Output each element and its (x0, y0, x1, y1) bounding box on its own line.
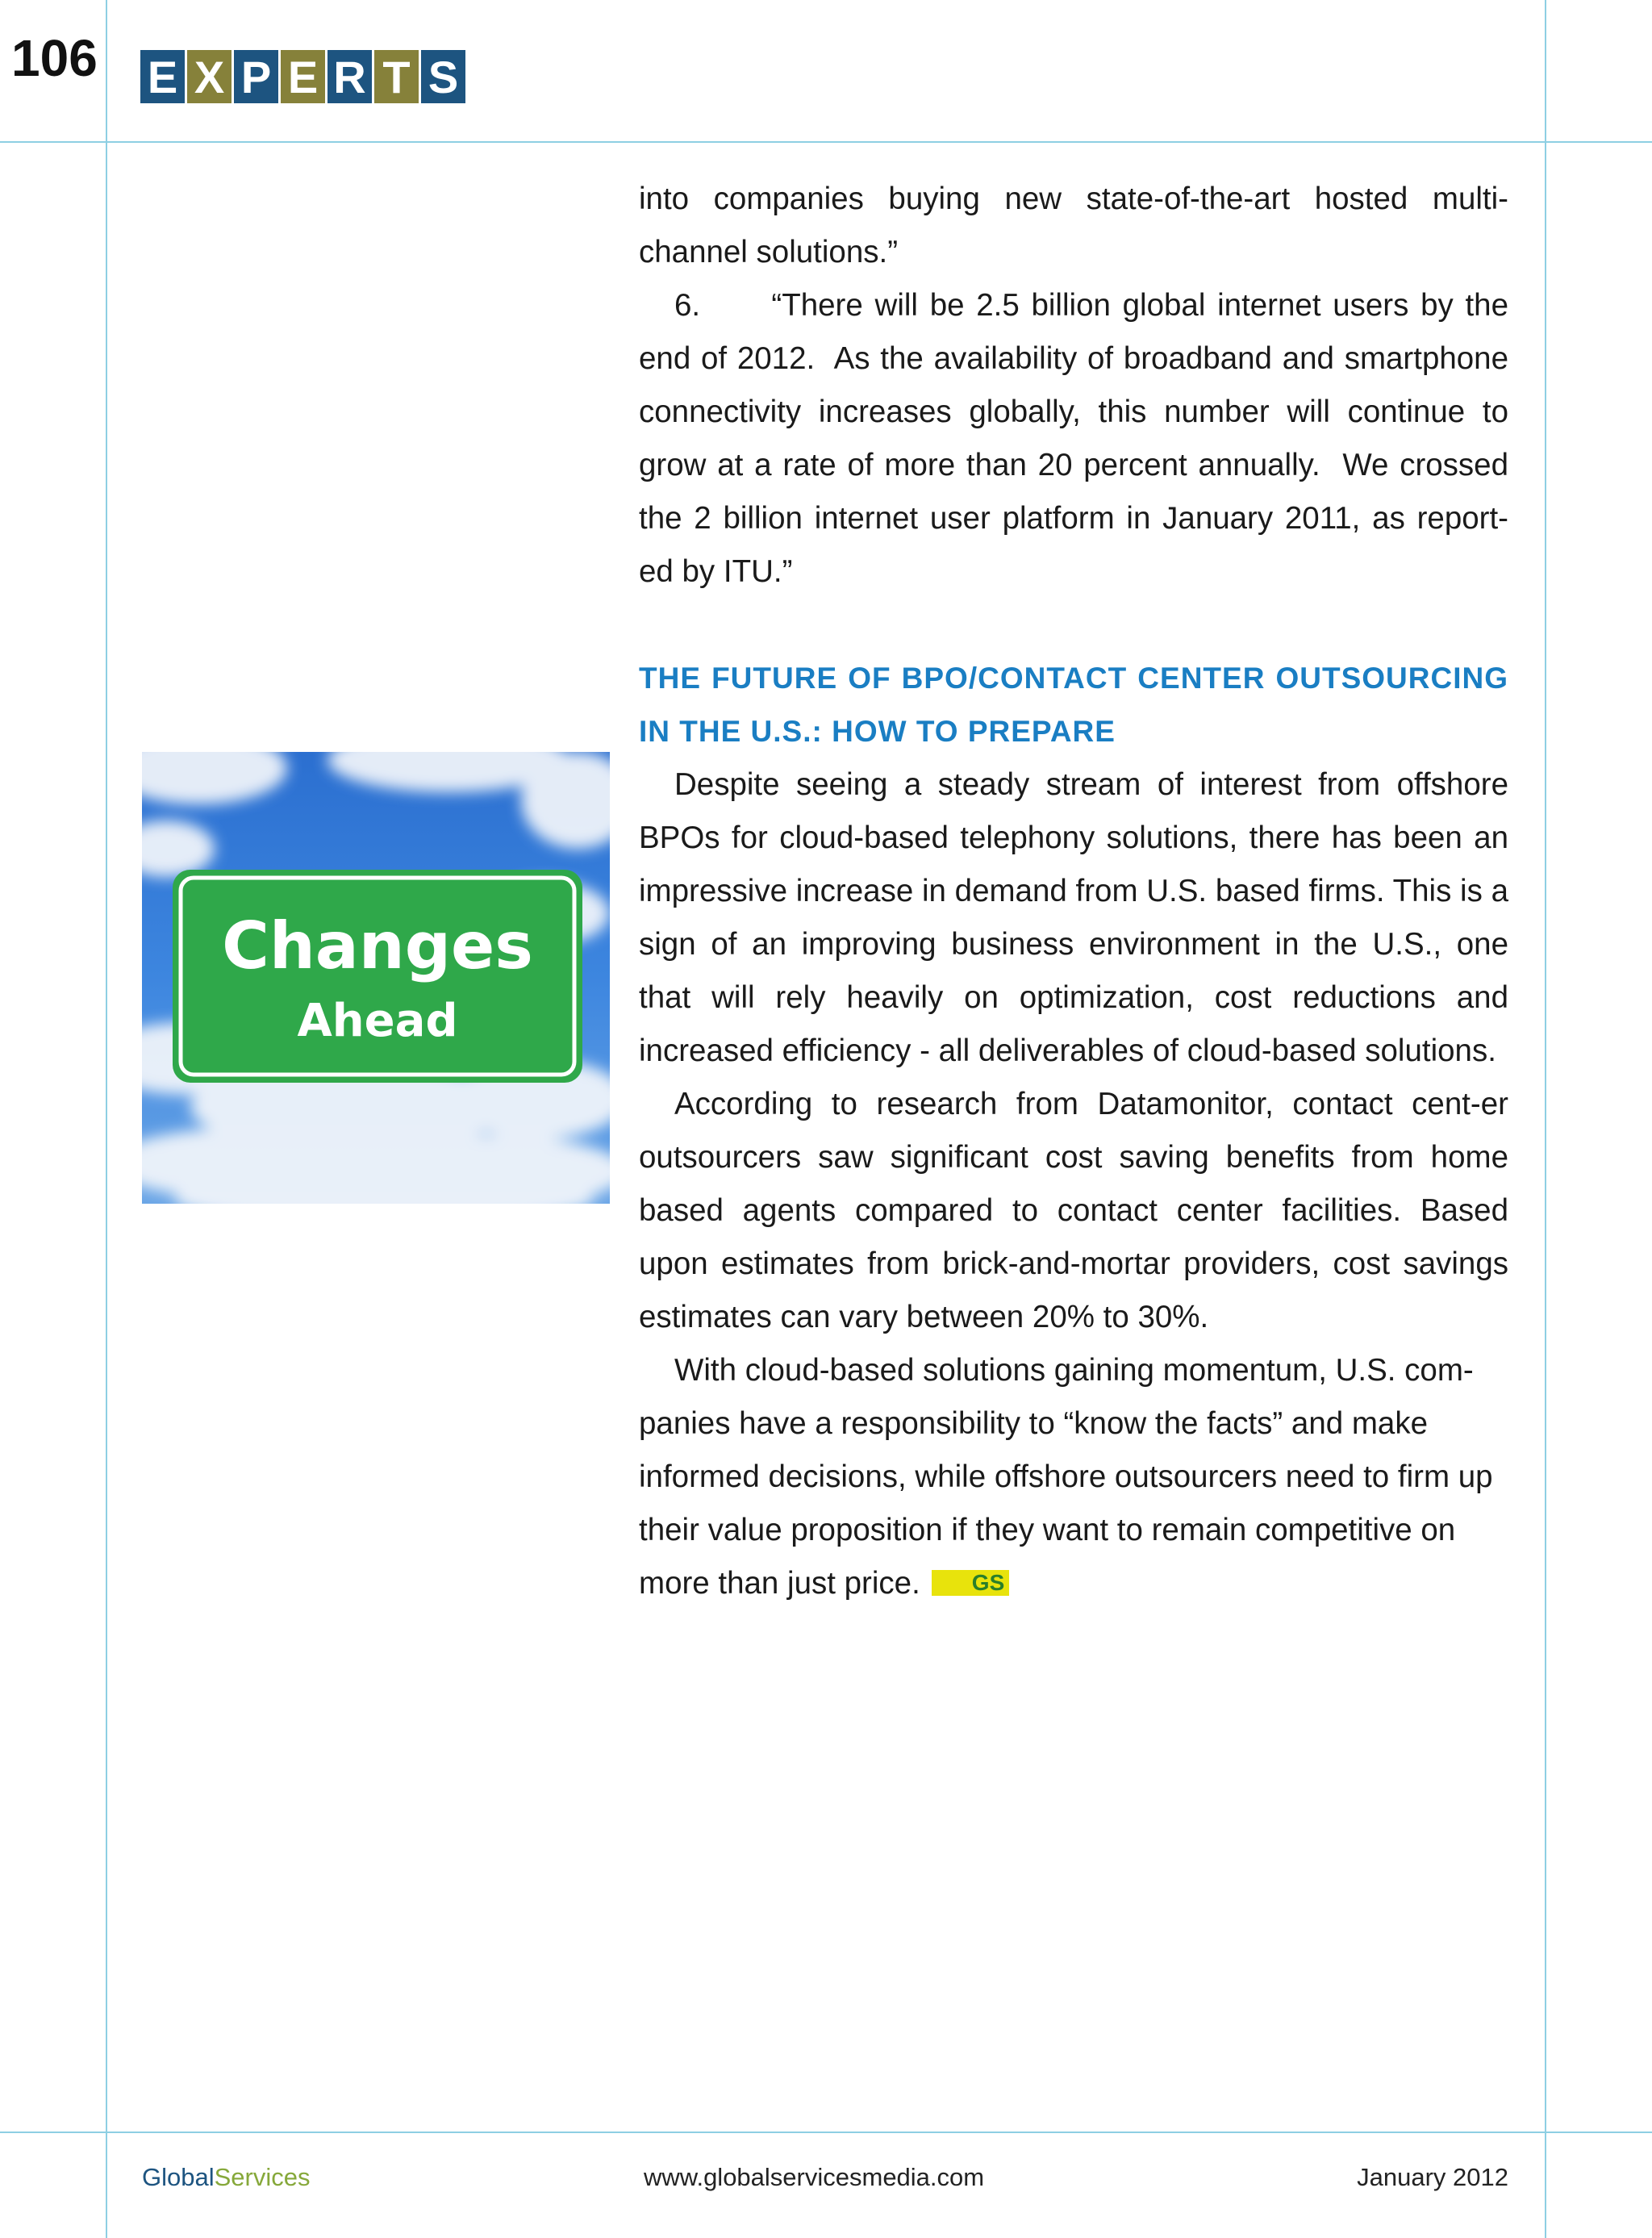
brand-main: Global (142, 2163, 215, 2191)
banner-letter: E (140, 50, 185, 103)
footer-brand (142, 2157, 310, 2198)
changes-ahead-sign-image (142, 752, 610, 1204)
section-banner-experts (140, 50, 468, 103)
banner-letter: S (421, 50, 465, 103)
paragraph: 6. “There will be 2.5 billion global internet users by the end of 2012. As the availability of broadband and smartphone connectivity increases globally, this number will continue to grow at a rate of more than 20 percent annually. We crossed the 2 billion internet user platform in January 2011, as report-ed by ITU.” (639, 288, 1517, 589)
right-margin-rule (1545, 0, 1546, 2238)
article-body (639, 173, 1517, 1610)
sign-line-1: Changes (222, 908, 533, 983)
footer-url[interactable]: www.globalservicesmedia.com (644, 2163, 985, 2191)
paragraph: Despite seeing a steady stream of interest from offshore BPOs for cloud-based telephony solutions, there has been an impressive increase in demand from U.S. based firms. This is a sign of an improving business environment in the U.S., one that will rely heavily on optimization, cost reductions and increased efficiency - all deliverables of cloud-based solutions. (639, 767, 1508, 1068)
footer-date: January 2012 (1357, 2163, 1508, 2191)
header-rule (0, 141, 1652, 143)
paragraph: According to research from Datamonitor, contact cent-er outsourcers saw significant cost saving benefits from home based agents compared to contact center facilities. Based upon estimates from brick-and-mortar providers, cost savings estimates can vary between 20% to 30%. (639, 1087, 1508, 1334)
left-margin-rule (106, 0, 107, 2238)
banner-letter: R (327, 50, 372, 103)
page-footer (0, 2157, 1652, 2198)
section-heading: THE FUTURE OF BPO/CONTACT CENTER OUTSOURCING IN THE U.S.: HOW TO PREPARE (639, 662, 1508, 748)
paragraph: into companies buying new state-of-the-art hosted multi-channel solutions.” (639, 182, 1508, 269)
banner-letter: P (234, 50, 278, 103)
banner-letter: E (281, 50, 325, 103)
green-sign (173, 870, 582, 1083)
paragraph-last (639, 1344, 1508, 1610)
banner-letter: T (374, 50, 419, 103)
gs-end-badge: GS (932, 1570, 1009, 1596)
page-number: 106 (11, 29, 98, 87)
paragraph-text: With cloud-based solutions gaining momentum, U.S. com-panies have a responsibility to “know the facts” and make informed decisions, while offshore outsourcers need to firm up their value proposition if they want to remain competitive on more than just price. (639, 1353, 1493, 1601)
sign-line-2: Ahead (297, 995, 458, 1047)
footer-rule (0, 2132, 1652, 2133)
brand-accent: Services (214, 2163, 311, 2191)
banner-letter: X (187, 50, 232, 103)
